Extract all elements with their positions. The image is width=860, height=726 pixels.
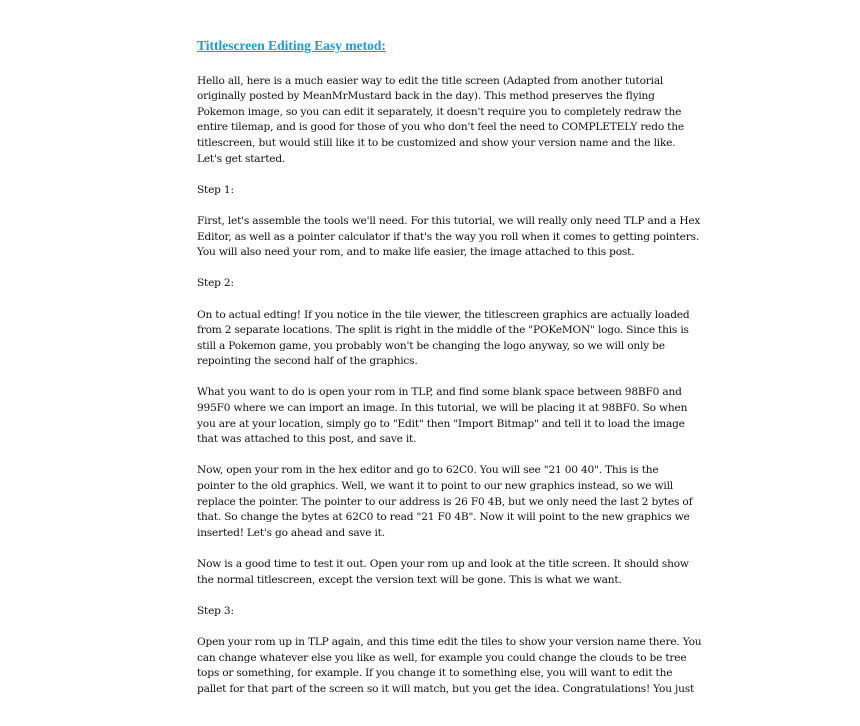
document-body — [197, 74, 702, 698]
text-line: tops or something, for example. If you change it to something else, you will want to edit the — [197, 667, 673, 680]
text-line: you are at your location, simply go to "Edit" then "Import Bitmap" and tell it to load the image — [197, 417, 685, 430]
text-line: First, let's assemble the tools we'll need. For this tutorial, we will really only need TLP and a Hex — [197, 214, 701, 227]
paragraph — [197, 557, 689, 588]
text-line: What you want to do is open your rom in TLP, and find some blank space between 98BF0 and — [197, 386, 682, 399]
text-line: pointer to the old graphics. Well, we want it to point to our new graphics instead, so we will — [197, 480, 673, 493]
text-line: still a Pokemon game, you probably won't be changing the logo anyway, so we will only be — [197, 339, 665, 352]
text-line: Let's get started. — [197, 152, 286, 165]
text-line: Open your rom up in TLP again, and this time edit the tiles to show your version name there. You — [197, 635, 702, 648]
text-line: from 2 separate locations. The split is right in the middle of the "POKeMON" logo. Since this is — [197, 324, 689, 337]
paragraph — [197, 385, 688, 447]
text-line: that was attached to this post, and save it. — [197, 433, 417, 446]
text-line: titlescreen, but would still like it to be customized and show your version name and the like. — [197, 136, 676, 149]
text-line: Step 3: — [197, 604, 234, 617]
paragraph — [197, 635, 702, 697]
text-line: originally posted by MeanMrMustard back in the day). This method preserves the flying — [197, 90, 655, 103]
text-line: inserted! Let's go ahead and save it. — [197, 526, 385, 539]
text-line: Step 1: — [197, 183, 234, 196]
text-line: replace the pointer. The pointer to our address is 26 F0 4B, but we only need the last 2 bytes of — [197, 495, 693, 508]
text-line: entire tilemap, and is good for those of you who don't feel the need to COMPLETELY redo the — [197, 121, 684, 134]
step-heading — [197, 604, 672, 620]
document — [197, 38, 702, 713]
text-line: repointing the second half of the graphics. — [197, 355, 418, 368]
text-line: pallet for that part of the screen so it will match, but you get the idea. Congratulations! You just — [197, 682, 695, 695]
text-line: Now, open your rom in the hex editor and go to 62C0. You will see "21 00 40". This is the — [197, 464, 659, 477]
text-line: the normal titlescreen, except the version text will be gone. This is what we want. — [197, 573, 622, 586]
paragraph — [197, 463, 693, 541]
text-line: You will also need your rom, and to make life easier, the image attached to this post. — [197, 246, 635, 259]
step-heading — [197, 183, 672, 199]
text-line: that. So change the bytes at 62C0 to read "21 F0 4B". Now it will point to the new graphics we — [197, 511, 690, 524]
text-line: Editor, as well as a pointer calculator if that's the way you roll when it comes to getting pointers. — [197, 230, 699, 243]
text-line: Now is a good time to test it out. Open your rom up and look at the title screen. It should show — [197, 558, 689, 570]
paragraph — [197, 214, 701, 261]
text-line: Hello all, here is a much easier way to edit the title screen (Adapted from another tutorial — [197, 74, 664, 87]
document-title: Tittlescreen Editing Easy metod: — [197, 38, 386, 53]
text-line: Pokemon image, so you can edit it separately, it doesn't require you to completely redraw the — [197, 105, 682, 118]
paragraph — [197, 74, 684, 168]
text-line: Step 2: — [197, 277, 234, 290]
text-line: can change whatever else you like as well, for example you could change the clouds to be tree — [197, 651, 687, 664]
text-line: On to actual edting! If you notice in the tile viewer, the titlescreen graphics are actually loaded — [197, 308, 690, 321]
paragraph — [197, 308, 690, 370]
text-line: 995F0 where we can import an image. In this tutorial, we will be placing it at 98BF0. So when — [197, 402, 688, 415]
step-heading — [197, 276, 672, 292]
